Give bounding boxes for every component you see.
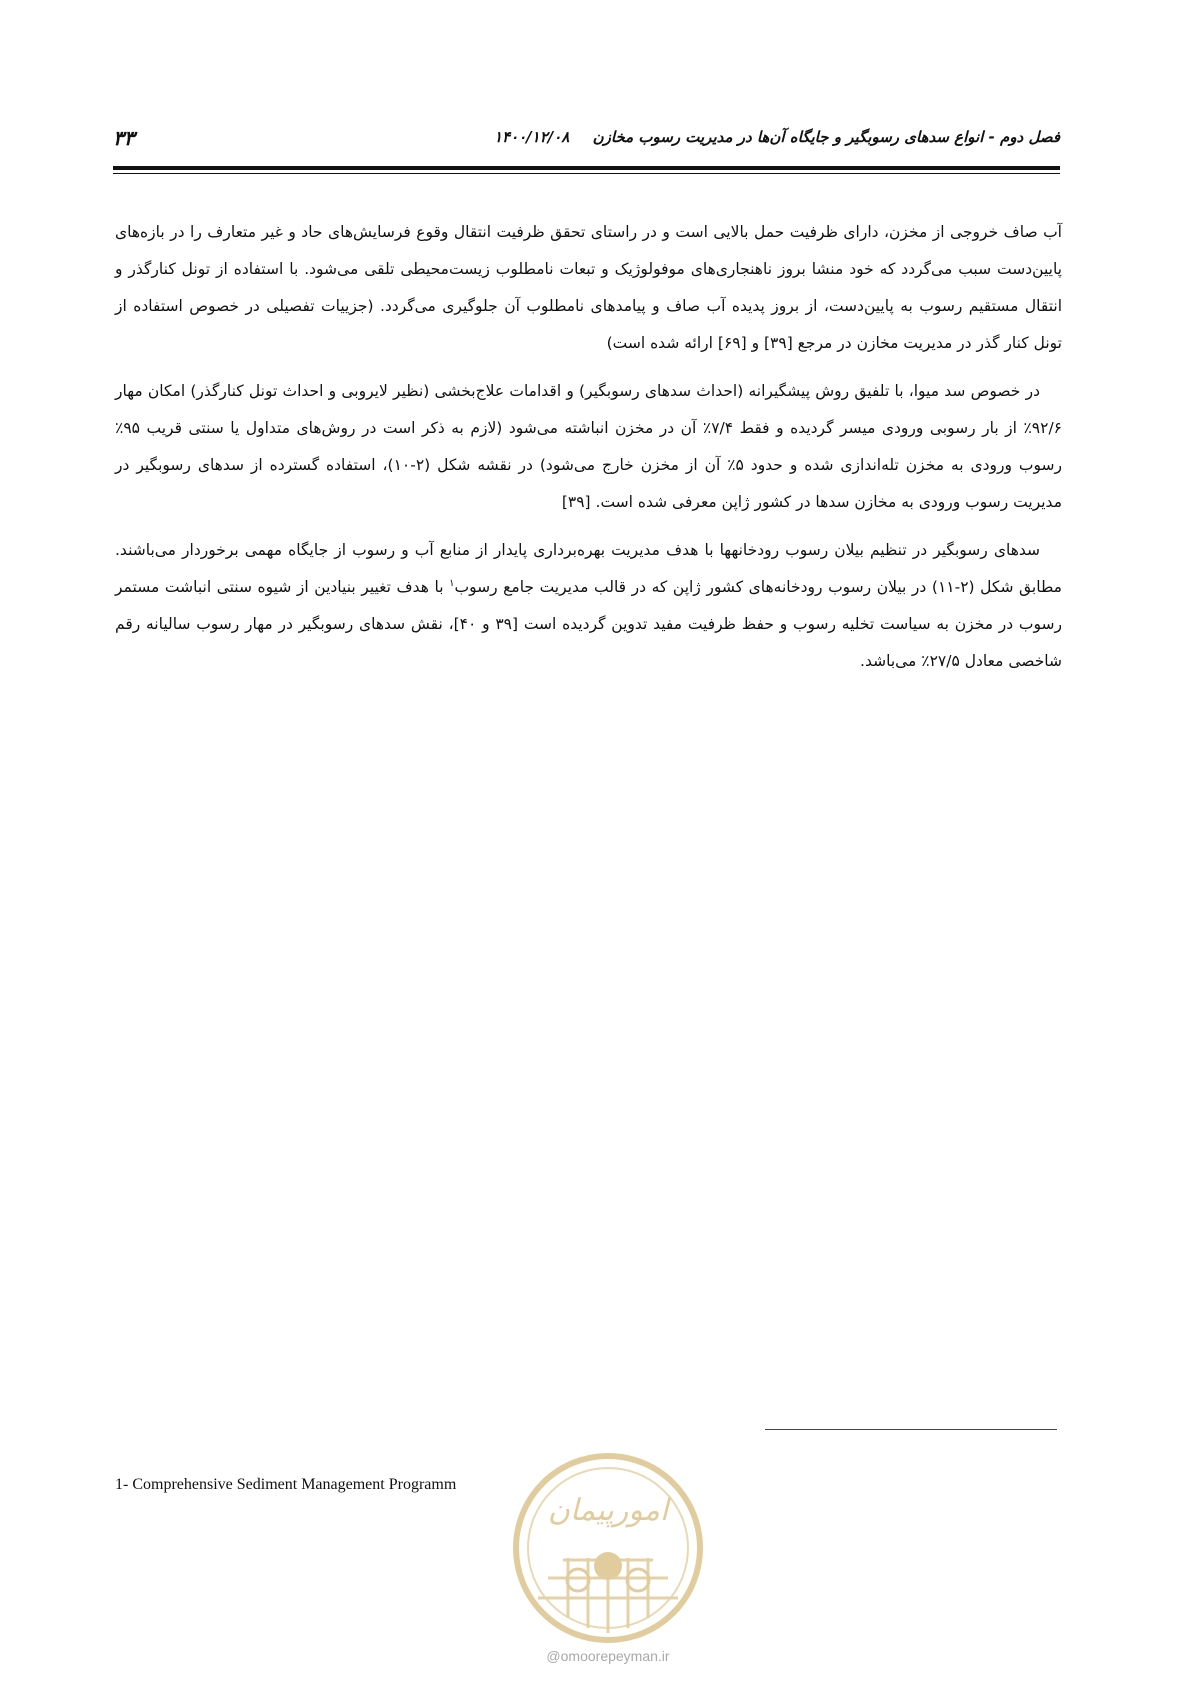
paragraph-3-start: سدهای رسوبگیر در تنظیم بیلان رسوب رودخانهها با هدف مدیریت بهره‌برداری پایدار از منابع آب و رسوب از جایگاه مهمی برخوردار می‌باشند. مطابق شکل (۲-۱۱) در بیلان رسوب رودخانه‌های کشور ژاپن که در قالب مدیریت جامع رسوب xyxy=(115,541,1062,596)
header-rule-thick xyxy=(113,166,1060,170)
watermark-logo xyxy=(508,1448,708,1678)
footnote-rule xyxy=(765,1429,1057,1430)
footnote-text: 1- Comprehensive Sediment Management Programm xyxy=(115,1476,457,1493)
body-text xyxy=(115,214,1062,691)
seal-icon xyxy=(508,1448,708,1648)
watermark-logo-text: امورپیمان xyxy=(547,1493,669,1528)
paragraph-3 xyxy=(115,532,1062,680)
running-head xyxy=(494,128,1060,146)
page-header xyxy=(113,122,1060,158)
chapter-title: فصل دوم - انواع سدهای رسوبگیر و جایگاه آن‌ها در مدیریت رسوب مخازن xyxy=(592,128,1060,146)
paragraph-3-end: با هدف تغییر بنیادین از شیوه سنتی انباشت مستمر رسوب در مخزن به سیاست تخلیه رسوب و حفظ ظرفیت مفید تدوین گردیده است [۳۹ و ۴۰]، نقش سدهای رسوبگیر در مهار رسوب سالیانه رقم شاخصی معادل ۲۷/۵٪ می‌باشد. xyxy=(115,578,1062,670)
watermark-site: @omoorepeyman.ir xyxy=(546,1648,670,1664)
paragraph-1: آب صاف خروجی از مخزن، دارای ظرفیت حمل بالایی است و در راستای تحقق ظرفیت انتقال وقوع فرسایش‌های حاد و غیر متعارف را در بازه‌های پایین‌دست سبب می‌گردد که خود منشا بروز ناهنجاری‌های موفولوژیک و تبعات نامطلوب زیست‌محیطی تلقی می‌شود. با استفاده از تونل کنارگذر و انتقال مستقیم رسوب به پایین‌دست، از بروز پدیده آب صاف و پیامدهای نامطلوب آن جلوگیری می‌گردد. (جزییات تفصیلی در خصوص استفاده از تونل کنار گذر در مدیریت مخازن در مرجع [۳۹] و [۶۹] ارائه شده است) xyxy=(115,223,1062,352)
footnote-marker: ۱ xyxy=(449,577,455,589)
paragraph-2: در خصوص سد میوا، با تلفیق روش پیشگیرانه (احداث سدهای رسوبگیر) و اقدامات علاج‌بخشی (نظیر لایروبی و احداث تونل کنارگذر) امکان مهار ۹۲/۶٪ از بار رسوبی ورودی میسر گردیده و فقط ۷/۴٪ آن در مخزن انباشته می‌شود (لازم به ذکر است در روش‌های متداول یا سنتی قریب ۹۵٪ رسوب ورودی به مخزن تله‌اندازی شده و حدود ۵٪ آن از مخزن خارج می‌شود) در نقشه شکل (۲-۱۰)، استفاده گسترده از سدهای رسوبگیر در مدیریت رسوب ورودی به مخازن سدها در کشور ژاپن معرفی شده است. [۳۹] xyxy=(115,382,1062,511)
header-rule-thin xyxy=(113,173,1060,174)
page-number: ۳۳ xyxy=(113,126,135,150)
header-date: ۱۴۰۰/۱۲/۰۸ xyxy=(493,128,570,146)
